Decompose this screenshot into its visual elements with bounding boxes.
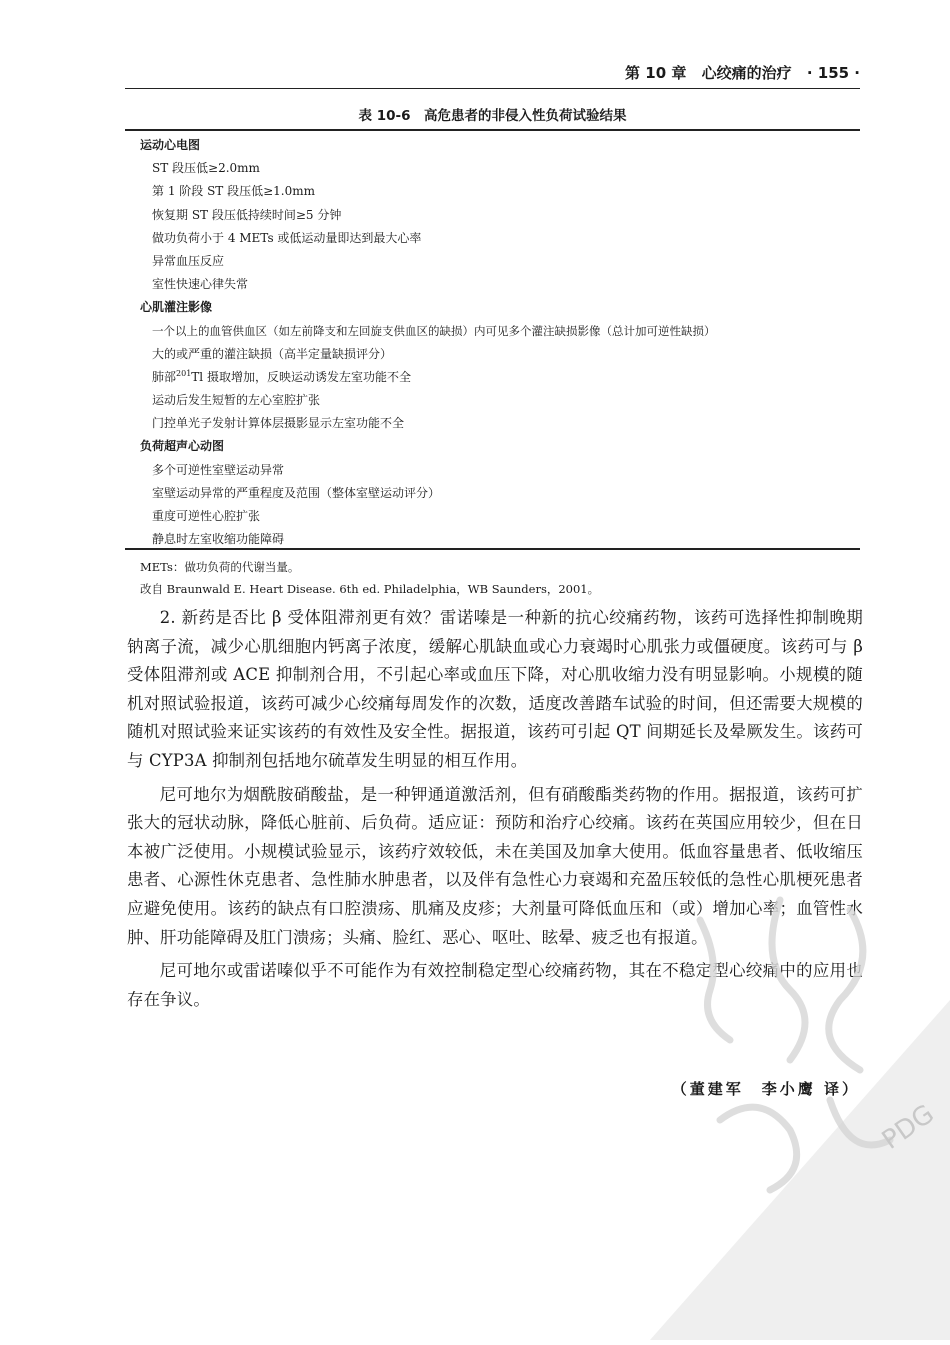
header-rule: [125, 88, 860, 89]
table-section-heading: 负荷超声心动图: [140, 439, 225, 454]
table-item: 做功负荷小于 4 METs 或低运动量即达到最大心率: [152, 230, 422, 245]
table-bottom-rule: [125, 548, 860, 550]
table-source: 改自 Braunwald E. Heart Disease. 6th ed. Philadelphia，WB Saunders，2001。: [140, 582, 600, 596]
paragraph: 尼可地尔或雷诺嗪似乎不可能作为有效控制稳定型心绞痛药物，其在不稳定型心绞痛中的应用也存在争议。: [127, 961, 863, 1009]
paragraph: 2. 新药是否比 β 受体阻滞剂更有效？雷诺嗪是一种新的抗心绞痛药物，该药可选择性抑制晚期钠离子流，减少心肌细胞内钙离子浓度，缓解心肌缺血或心力衰竭时心肌张力或僵硬度。该药可与 β 受体阻滞剂或 ACE 抑制剂合用，不引起心率或血压下降，对心肌收缩力没有明显影响。小规模的随机对照试验报道，该药可减少心绞痛每周发作的次数，适度改善踏车试验的时间，但还需要大规模的随机对照试验来证实该药的有效性及安全性。据报道，该药可引起 QT 间期延长及晕厥发生。该药可与 CYP3A 抑制剂包括地尔硫䓬发生明显的相互作用。: [127, 608, 863, 770]
table-title: 表 10-6 高危患者的非侵入性负荷试验结果: [358, 108, 627, 124]
isotope-mass: 201: [176, 368, 192, 378]
table-top-rule: [125, 129, 860, 131]
table-item: 室壁运动异常的严重程度及范围（整体室壁运动评分）: [152, 485, 441, 500]
results-table: [140, 134, 860, 551]
page-number: · 155 ·: [806, 64, 860, 82]
watermark-stamp: [640, 870, 950, 1340]
thallium-suffix: Tl 摄取增加，反映运动诱发左室功能不全: [191, 369, 411, 384]
running-header: [125, 62, 860, 88]
table-item: 恢复期 ST 段压低持续时间≥5 分钟: [152, 207, 342, 222]
watermark-text: PDG: [876, 1099, 940, 1156]
table-item-thallium: [140, 366, 860, 389]
table-item: 运动后发生短暂的左心室腔扩张: [152, 393, 321, 408]
table-item: 异常血压反应: [152, 253, 225, 268]
table-section-heading: 心肌灌注影像: [140, 300, 213, 315]
table-item: 门控单光子发射计算体层摄影显示左室功能不全: [152, 416, 405, 431]
table-item: 一个以上的血管供血区（如左前降支和左回旋支供血区的缺损）内可见多个灌注缺损影像（总计加可逆性缺损）: [152, 323, 716, 338]
thallium-prefix: 肺部: [152, 369, 177, 384]
translator-credit: （董建军 李小鹰 译）: [671, 1080, 860, 1098]
table-item: 第 1 阶段 ST 段压低≥1.0mm: [152, 184, 316, 199]
table-item: 静息时左室收缩功能障碍: [152, 532, 285, 547]
table-item: 室性快速心律失常: [152, 277, 249, 292]
paragraph: 尼可地尔为烟酰胺硝酸盐，是一种钾通道激活剂，但有硝酸酯类药物的作用。据报道，该药可扩张大的冠状动脉，降低心脏前、后负荷。适应证：预防和治疗心绞痛。该药在英国应用较少，但在日本被广泛使用。小规模试验显示，该药疗效较低，未在美国及加拿大使用。低血容量患者、低收缩压患者、心源性休克患者、急性肺水肿患者，以及伴有急性心力衰竭和充盈压较低的急性心肌梗死患者应避免使用。该药的缺点有口腔溃疡、肌痛及皮疹；大剂量可降低血压和（或）增加心率；血管性水肿、肝功能障碍及肛门溃疡；头痛、脸红、恶心、呕吐、眩晕、疲乏也有报道。: [127, 784, 863, 947]
chapter-title: 心绞痛的治疗: [701, 64, 792, 82]
table-item: ST 段压低≥2.0mm: [152, 161, 260, 176]
watermark-strokes: [700, 900, 890, 1190]
table-notes: [140, 556, 860, 600]
table-item: 大的或严重的灌注缺损（高半定量缺损评分）: [152, 346, 393, 361]
chapter-number: 第 10 章: [625, 64, 687, 82]
table-item: 重度可逆性心腔扩张: [152, 509, 261, 523]
table-item: 多个可逆性室壁运动异常: [152, 462, 285, 477]
table-section-heading: 运动心电图: [140, 138, 201, 152]
table-footnote: METs：做功负荷的代谢当量。: [140, 560, 300, 574]
